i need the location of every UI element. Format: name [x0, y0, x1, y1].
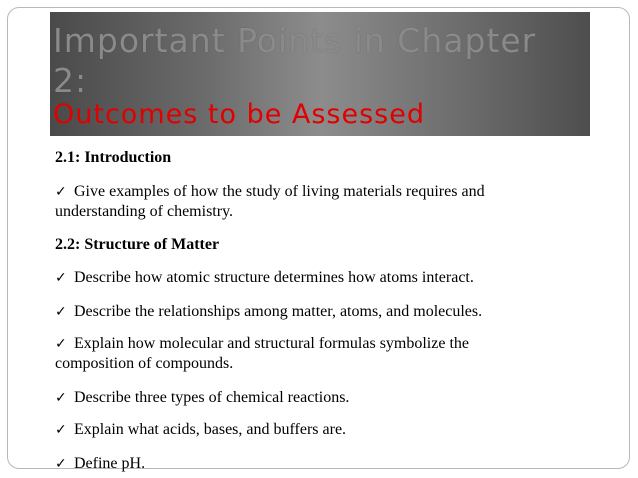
slide-title	[53, 21, 536, 101]
list-item	[55, 268, 585, 288]
slide-subtitle: Outcomes to be Assessed	[53, 99, 425, 130]
list-item-text: Explain what acids, bases, and buffers are.	[74, 421, 347, 438]
checkmark-icon: ✓	[55, 336, 67, 352]
slide-title-line-2: 2:	[53, 61, 88, 100]
checkmark-icon: ✓	[55, 184, 67, 200]
list-item-text: Define pH.	[74, 455, 146, 472]
section-heading-introduction: 2.1: Introduction	[55, 149, 172, 166]
list-item	[55, 302, 585, 322]
checkmark-icon: ✓	[55, 270, 67, 286]
checkmark-icon: ✓	[55, 456, 67, 472]
slide-title-line-1: Important Points in Chapter	[53, 21, 537, 60]
checkmark-icon: ✓	[55, 390, 67, 406]
list-item-text: Describe three types of chemical reactions.	[74, 389, 350, 406]
section-heading-structure-of-matter: 2.2: Structure of Matter	[55, 236, 220, 253]
list-item-text: Explain how molecular and structural formulas symbolize the	[74, 335, 469, 352]
title-banner	[50, 12, 590, 136]
checkmark-icon: ✓	[55, 422, 67, 438]
list-item	[55, 334, 585, 374]
list-item-text: Describe how atomic structure determines how atoms interact.	[74, 269, 474, 286]
list-item-text: Describe the relationships among matter, atoms, and molecules.	[74, 303, 483, 320]
checkmark-icon: ✓	[55, 304, 67, 320]
list-item	[55, 420, 585, 440]
list-item	[55, 388, 585, 408]
list-item	[55, 454, 585, 474]
list-item-text-continued: composition of compounds.	[55, 355, 234, 372]
list-item	[55, 182, 585, 222]
list-item-text-continued: understanding of chemistry.	[55, 203, 234, 220]
list-item-text: Give examples of how the study of living materials requires and	[74, 183, 485, 200]
